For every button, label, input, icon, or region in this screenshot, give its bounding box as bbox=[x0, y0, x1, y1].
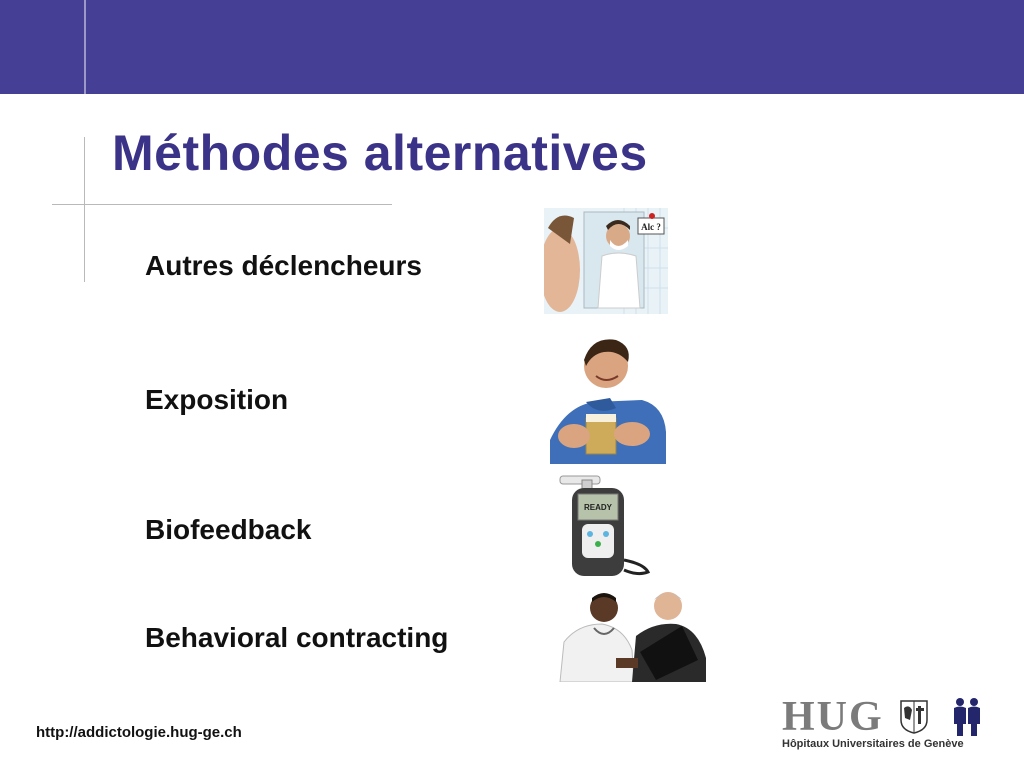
hug-logo-text: HUG bbox=[782, 694, 884, 740]
man-with-beer-image bbox=[546, 336, 670, 464]
geneva-crest-icon bbox=[900, 700, 928, 739]
item-exposition: Exposition bbox=[145, 384, 289, 415]
horizontal-rule bbox=[52, 204, 392, 205]
mirror-sign-text: Alc ? bbox=[641, 222, 661, 232]
hug-logo bbox=[782, 694, 986, 756]
item-autres-declencheurs: Autres déclencheurs bbox=[145, 250, 422, 281]
hug-logo-subtitle: Hôpitaux Universitaires de Genève bbox=[782, 738, 964, 750]
header-divider bbox=[84, 0, 86, 94]
people-icon bbox=[952, 696, 982, 741]
footer-url[interactable]: http://addictologie.hug-ge.ch bbox=[36, 724, 242, 741]
header-bar bbox=[0, 0, 1024, 94]
breathalyzer-display: READY bbox=[583, 503, 613, 512]
item-biofeedback: Biofeedback bbox=[145, 514, 312, 545]
item-behavioral-contracting: Behavioral contracting bbox=[145, 622, 449, 653]
vertical-rule bbox=[84, 137, 85, 282]
slide-title: Méthodes alternatives bbox=[112, 125, 648, 181]
doctors-consultation-image bbox=[558, 588, 708, 682]
breathalyzer-image bbox=[558, 472, 654, 578]
shaving-mirror-alc-image bbox=[544, 208, 668, 314]
